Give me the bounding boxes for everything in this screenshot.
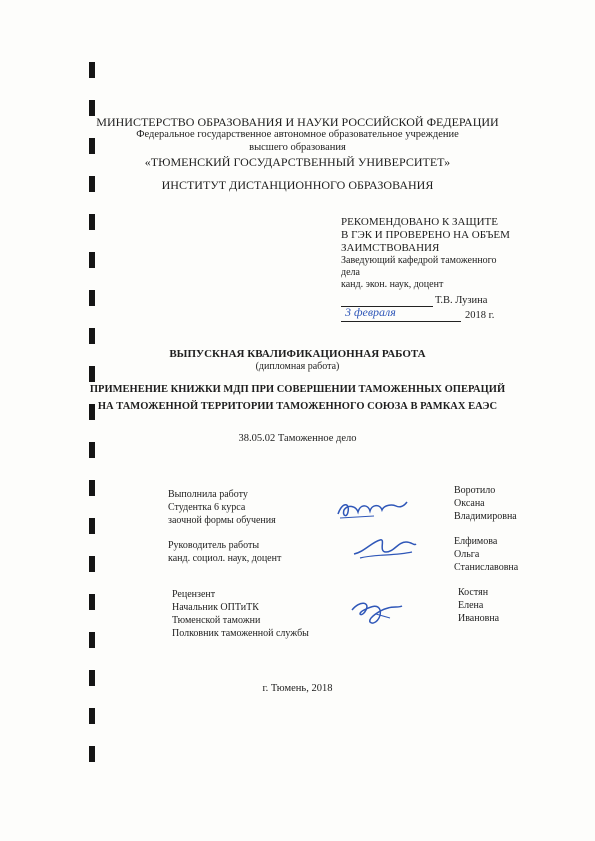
ministry-heading: МИНИСТЕРСТВО ОБРАЗОВАНИЯ И НАУКИ РОССИЙСКОЙ ФЕДЕРАЦИИ [96, 115, 499, 129]
name-line: Костян [458, 587, 489, 598]
topic-line-1: ПРИМЕНЕНИЕ КНИЖКИ МДП ПРИ СОВЕРШЕНИИ ТАМОЖЕННЫХ ОПЕРАЦИЙ [89, 384, 506, 395]
approval-line-5: дела [341, 267, 360, 278]
name-line: Елфимова [454, 536, 498, 547]
name-line: Владимировна [454, 511, 517, 522]
role-line: Рецензент [172, 589, 216, 600]
topic-line-2: НА ТАМОЖЕННОЙ ТЕРРИТОРИИ ТАМОЖЕННОГО СОЮЗА В РАМКАХ ЕАЭС [97, 401, 498, 412]
signatory-reviewer-name [458, 588, 499, 624]
role-line: Выполнила работу [168, 489, 248, 500]
role-line: канд. социол. наук, доцент [168, 553, 282, 564]
signatory-author-name [454, 486, 517, 522]
name-line: Ольга [454, 549, 480, 560]
name-line: Ивановна [458, 613, 500, 624]
university-name: «ТЮМЕНСКИЙ ГОСУДАРСТВЕННЫЙ УНИВЕРСИТЕТ» [144, 155, 451, 169]
role-line: Начальник ОПТиТК [172, 602, 259, 613]
signatory-supervisor-name [454, 537, 518, 573]
specialty-code: 38.05.02 Таможенное дело [238, 433, 357, 444]
binding-marks [89, 62, 95, 782]
institute-name: ИНСТИТУТ ДИСТАНЦИОННОГО ОБРАЗОВАНИЯ [161, 178, 434, 192]
name-line: Оксана [454, 498, 485, 509]
role-line: заочной формы обучения [168, 515, 276, 526]
reviewer-signature-icon [346, 596, 406, 630]
approval-line-3: ЗАИМСТВОВАНИЯ [341, 242, 440, 254]
approval-line-2: В ГЭК И ПРОВЕРЕНО НА ОБЪЕМ [341, 229, 510, 241]
role-line: Тюменской таможни [172, 615, 261, 626]
approval-block [341, 217, 510, 290]
handwritten-date: 3 февраля [345, 305, 396, 319]
work-title: ВЫПУСКНАЯ КВАЛИФИКАЦИОННАЯ РАБОТА [169, 348, 426, 360]
role-line: Полковник таможенной службы [172, 628, 309, 639]
approval-line-1: РЕКОМЕНДОВАНО К ЗАЩИТЕ [341, 216, 498, 228]
head-name: Т.В. Лузина [435, 295, 488, 306]
institution-line-1: Федеральное государственное автономное образовательное учреждение [136, 129, 459, 140]
signatory-reviewer-role [172, 590, 309, 639]
signatory-author-role [168, 490, 276, 526]
work-subtitle: (дипломная работа) [255, 361, 340, 372]
date-year: 2018 г. [465, 310, 495, 321]
institution-line-2: высшего образования [249, 142, 346, 153]
name-line: Воротило [454, 485, 496, 496]
approval-line-6: канд. экон. наук, доцент [341, 279, 444, 290]
signatory-supervisor-role [168, 541, 281, 564]
supervisor-signature-icon [350, 532, 420, 562]
approval-line-4: Заведующий кафедрой таможенного [341, 255, 497, 266]
role-line: Руководитель работы [168, 540, 260, 551]
author-signature-icon [334, 494, 410, 524]
city-year: г. Тюмень, 2018 [262, 683, 333, 694]
name-line: Станиславовна [454, 562, 519, 573]
role-line: Студентка 6 курса [168, 502, 246, 513]
name-line: Елена [458, 600, 484, 611]
